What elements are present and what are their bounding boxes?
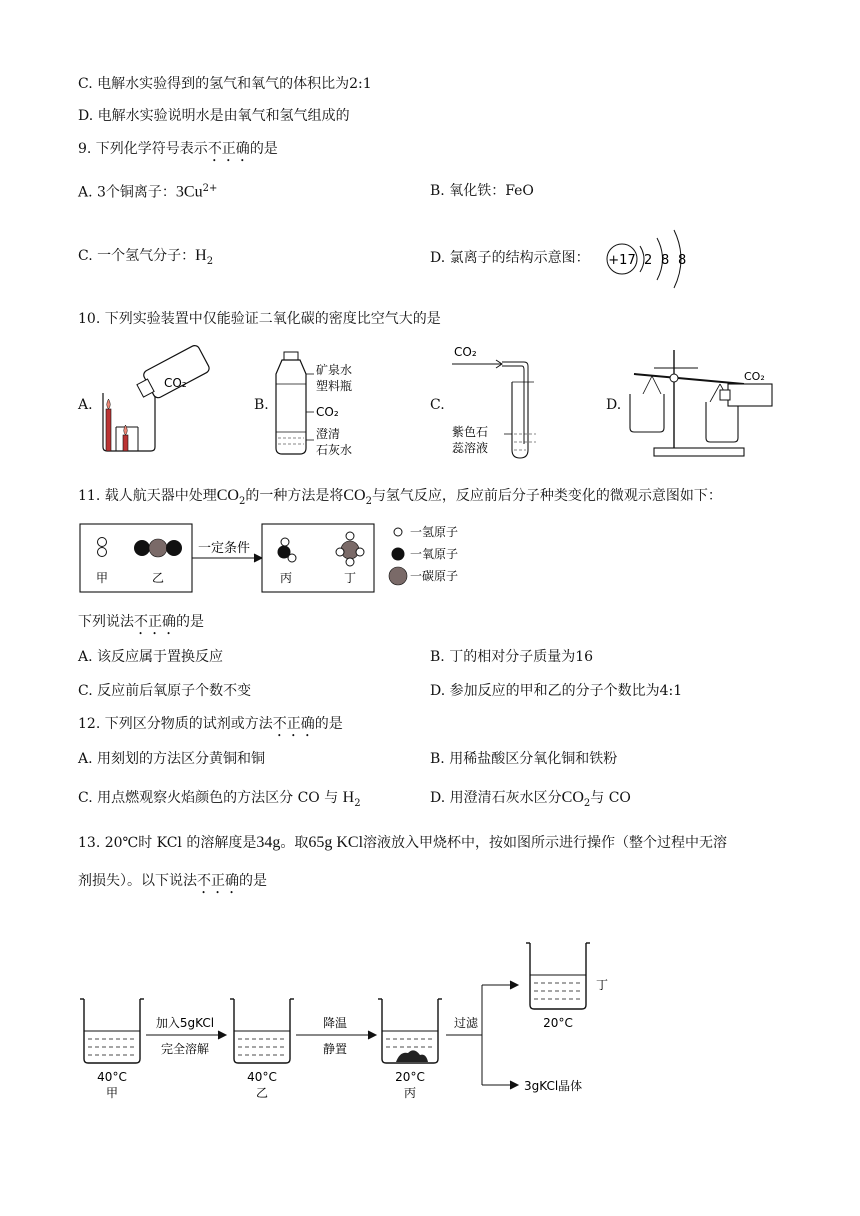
bottle-label-1: 矿泉水 xyxy=(316,363,353,377)
q12-option-a: A. 用刻划的方法区分黄铜和铜 xyxy=(78,751,266,767)
q11-option-b: B. 丁的相对分子质量为16 xyxy=(430,649,594,665)
beaker-ding xyxy=(526,943,608,1030)
q13-stem-line1: 13. 20℃时 KCl 的溶解度是34g。取65g KCl溶液放入甲烧杯中，按如图所示进行操作（整个过程中无溶 xyxy=(78,834,728,851)
q9-option-a: A. 3个铜离子：$3Cu^{2+}$ xyxy=(78,183,218,201)
q8-option-d: D. 电解水实验说明水是由氧气和氢气组成的 xyxy=(78,108,350,124)
q11-sub-stem: 下列说法不正确的是 xyxy=(78,614,204,630)
bottle-gas-label: CO₂ xyxy=(316,405,339,419)
reaction-micro-diagram xyxy=(78,522,478,598)
apparatus-b-plastic-bottle xyxy=(270,350,380,460)
apparatus-c-gas-label: CO₂ xyxy=(454,345,477,359)
legend-carbon: 一碳原子 xyxy=(410,569,459,583)
q10-option-a-label: A. xyxy=(78,397,93,413)
q12-option-b: B. 用稀盐酸区分氧化铜和铁粉 xyxy=(430,751,618,767)
q9-option-c: C. 一个氢气分子：$H_2$ xyxy=(78,247,214,267)
crystal-label: 3gKCl晶体 xyxy=(524,1079,583,1093)
q13-process-diagram xyxy=(78,935,638,1115)
bottle-label-4: 澄清 xyxy=(316,427,341,441)
q9-option-b: B. 氧化铁：FeO xyxy=(430,183,534,199)
q10-option-d-label: D. xyxy=(606,397,622,413)
beaker-bing-temp: 20°C xyxy=(395,1070,425,1084)
molecule-ding-label: 丁 xyxy=(344,571,357,585)
molecule-yi-label: 乙 xyxy=(152,571,165,585)
apparatus-d-gas-label: CO₂ xyxy=(744,370,765,383)
apparatus-c-litmus-tube xyxy=(448,342,558,462)
q11-option-d: D. 参加反应的甲和乙的分子个数比为4:1 xyxy=(430,683,683,699)
beaker-yi xyxy=(230,999,294,1100)
beaker-jia xyxy=(80,999,144,1100)
q11-stem: 11. 载人航天器中处理$CO_2$的一种方法是将$CO_2$与氢气反应，反应前后分子种类变化的微观示意图如下： xyxy=(78,487,722,507)
q13-stem-line2: 剂损失）。以下说法不正确的是 xyxy=(78,873,267,889)
chloride-ion-diagram xyxy=(600,228,700,292)
beaker-bing xyxy=(378,999,442,1100)
q12-stem: 12. 下列区分物质的试剂或方法不正确的是 xyxy=(78,716,343,732)
beaker-ding-name: 丁 xyxy=(596,978,609,992)
step1-bottom-label: 完全溶解 xyxy=(160,1042,210,1056)
q9-option-d: D. 氯离子的结构示意图： xyxy=(430,250,590,266)
nucleus-charge: +17 xyxy=(608,253,636,268)
q10-option-c-label: C. xyxy=(430,397,445,413)
beaker-yi-name: 乙 xyxy=(255,1086,269,1100)
bottle-label-5: 石灰水 xyxy=(316,443,353,457)
q10-stem: 10. 下列实验装置中仅能验证二氧化碳的密度比空气大的是 xyxy=(78,311,441,327)
shell-1-electrons: 2 xyxy=(644,253,653,268)
q10-option-b-label: B. xyxy=(254,397,269,413)
apparatus-a-gas-label: CO₂ xyxy=(164,376,187,390)
beaker-jia-temp: 40°C xyxy=(97,1070,127,1084)
legend-hydrogen: 一氢原子 xyxy=(410,525,459,539)
legend-oxygen: 一氧原子 xyxy=(410,547,459,561)
q9-stem: 9. 下列化学符号表示不正确的是 xyxy=(78,141,278,157)
step2-top-label: 降温 xyxy=(322,1016,348,1030)
litmus-label-2: 蕊溶液 xyxy=(452,441,489,455)
reaction-condition: 一定条件 xyxy=(198,541,251,556)
litmus-label-1: 紫色石 xyxy=(452,425,489,439)
step3-label: 过滤 xyxy=(453,1016,479,1030)
beaker-bing-name: 丙 xyxy=(403,1086,417,1100)
beaker-jia-name: 甲 xyxy=(105,1086,119,1100)
shell-2-electrons: 8 xyxy=(661,253,670,268)
q12-option-d: D. 用澄清石灰水区分$CO_2$与 CO xyxy=(430,789,631,809)
step1-top-label: 加入5gKCl xyxy=(155,1016,215,1030)
bottle-label-2: 塑料瓶 xyxy=(316,379,353,393)
beaker-ding-temp: 20°C xyxy=(543,1016,573,1030)
q8-option-c: C. 电解水实验得到的氢气和氧气的体积比为2:1 xyxy=(78,76,372,92)
molecule-bing-label: 丙 xyxy=(280,571,293,585)
q11-option-c: C. 反应前后氧原子个数不变 xyxy=(78,683,252,699)
q11-option-a: A. 该反应属于置换反应 xyxy=(78,649,224,665)
q12-option-c: C. 用点燃观察火焰颜色的方法区分 CO 与 $H_2$ xyxy=(78,789,361,809)
shell-3-electrons: 8 xyxy=(678,253,687,268)
apparatus-d-balance xyxy=(624,344,774,464)
molecule-jia-label: 甲 xyxy=(96,571,109,585)
apparatus-a-candles-beaker xyxy=(98,355,218,455)
step2-bottom-label: 静置 xyxy=(322,1042,348,1056)
beaker-yi-temp: 40°C xyxy=(247,1070,277,1084)
